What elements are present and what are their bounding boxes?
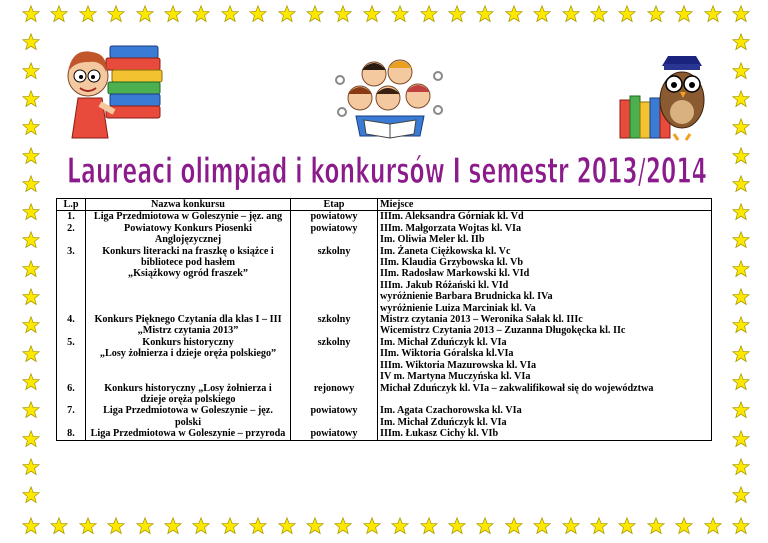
table-row xyxy=(57,223,712,246)
star-icon xyxy=(590,5,608,23)
star-icon xyxy=(732,288,750,306)
place-entry: IIIm. Małgorzata Wojtas kl. VIa xyxy=(380,222,522,234)
place-list xyxy=(378,428,712,440)
star-icon xyxy=(732,147,750,165)
star-icon xyxy=(192,517,210,535)
star-icon xyxy=(306,517,324,535)
row-number: 5. xyxy=(57,337,86,383)
star-icon xyxy=(22,175,40,193)
competition-name-line: Liga Przedmiotowa w Goleszynie – jęz. xyxy=(103,405,273,417)
place-list xyxy=(378,211,712,223)
header-competition: Nazwa konkursu xyxy=(86,199,291,211)
competition-name-line: dzieje oręża polskiego xyxy=(140,393,236,405)
star-icon xyxy=(732,118,750,136)
competition-name-line: „Mistrz czytania 2013” xyxy=(137,325,239,337)
star-icon xyxy=(22,118,40,136)
place-entry: IIIm. Jakub Różański kl. VId xyxy=(380,279,509,291)
competition-name-line: Powiatowy Konkurs Piosenki xyxy=(124,222,252,234)
star-icon xyxy=(22,345,40,363)
stage-value: powiatowy xyxy=(291,211,378,223)
star-icon xyxy=(22,517,40,535)
place-entry: IIm. Radosław Markowski kl. VId xyxy=(380,268,530,280)
place-entry: wyróżnienie Barbara Brudnicka kl. IVa xyxy=(380,291,553,303)
competition-name xyxy=(86,314,291,337)
girl-with-books-illustration xyxy=(62,42,172,142)
star-icon xyxy=(732,62,750,80)
star-icon xyxy=(732,373,750,391)
competition-name xyxy=(86,383,291,406)
star-icon xyxy=(278,517,296,535)
star-icon xyxy=(22,90,40,108)
row-number: 8. xyxy=(57,428,86,440)
place-entry: Mistrz czytania 2013 – Weronika Sałak kl. IIIc xyxy=(380,314,583,326)
star-icon xyxy=(533,5,551,23)
star-icon xyxy=(732,175,750,193)
star-icon xyxy=(420,5,438,23)
competition-name-line: Konkurs historyczny xyxy=(142,336,234,348)
row-number: 6. xyxy=(57,383,86,406)
star-icon xyxy=(22,260,40,278)
competition-name-line: bibliotece pod hasłem xyxy=(141,257,235,269)
competition-name-line: Anglojęzycznej xyxy=(154,234,222,246)
competition-name-line: polski xyxy=(174,416,202,428)
star-icon xyxy=(221,517,239,535)
stage-value: szkolny xyxy=(291,314,378,337)
competition-name xyxy=(86,223,291,246)
competition-name-line: „Książkowy ogród fraszek” xyxy=(128,268,248,280)
star-icon xyxy=(22,486,40,504)
star-icon xyxy=(732,33,750,51)
place-entry: Im. Agata Czachorowska kl. VIa xyxy=(380,405,522,417)
owl-teacher-illustration xyxy=(616,50,712,142)
table-row xyxy=(57,405,712,428)
star-icon xyxy=(505,517,523,535)
stage-value: rejonowy xyxy=(291,383,378,406)
star-icon xyxy=(249,5,267,23)
place-list xyxy=(378,383,712,406)
star-icon xyxy=(164,5,182,23)
star-icon xyxy=(732,517,750,535)
star-icon xyxy=(391,5,409,23)
star-icon xyxy=(50,5,68,23)
star-icon xyxy=(79,517,97,535)
star-icon xyxy=(732,345,750,363)
star-icon xyxy=(50,517,68,535)
competition-name-line: Liga Przedmiotowa w Goleszynie – jęz. ang xyxy=(93,211,283,223)
star-icon xyxy=(732,486,750,504)
header-place: Miejsce xyxy=(378,199,712,211)
place-entry: Im. Żaneta Ciężkowska kl. Vc xyxy=(380,245,511,257)
page-title-text: Laureaci olimpiad i konkursów I semestr 2013/2014 xyxy=(67,151,707,192)
star-icon xyxy=(334,5,352,23)
star-icon xyxy=(420,517,438,535)
competition-name xyxy=(86,337,291,383)
header-stage: Etap xyxy=(291,199,378,211)
place-list xyxy=(378,337,712,383)
star-icon xyxy=(647,5,665,23)
star-icon xyxy=(732,231,750,249)
competition-name-line: „Losy żołnierza i dzieje oręża polskiego” xyxy=(99,348,277,360)
competition-name xyxy=(86,246,291,314)
place-list xyxy=(378,246,712,314)
star-icon xyxy=(22,458,40,476)
table-row xyxy=(57,383,712,406)
row-number: 4. xyxy=(57,314,86,337)
star-icon xyxy=(675,5,693,23)
star-icon xyxy=(278,5,296,23)
star-icon xyxy=(136,5,154,23)
table-row xyxy=(57,428,712,440)
star-icon xyxy=(732,203,750,221)
star-icon xyxy=(136,517,154,535)
place-entry: Im. Oliwia Meler kl. IIb xyxy=(380,234,485,246)
place-list xyxy=(378,223,712,246)
place-list xyxy=(378,405,712,428)
place-entry: wyróżnienie Luiza Marciniak kl. Va xyxy=(380,302,536,314)
star-icon xyxy=(476,5,494,23)
competition-name-line: Konkurs historyczny „Losy żołnierza i xyxy=(104,382,272,394)
competition-name xyxy=(86,211,291,223)
star-icon xyxy=(22,33,40,51)
star-icon xyxy=(107,517,125,535)
competition-name-line: Konkurs literacki na fraszkę o książce i xyxy=(102,245,274,257)
star-icon xyxy=(732,401,750,419)
children-reading-illustration xyxy=(334,54,446,140)
star-icon xyxy=(732,458,750,476)
row-number: 2. xyxy=(57,223,86,246)
place-entry: IIIm. Łukasz Cichy kl. VIb xyxy=(380,428,499,440)
competition-name xyxy=(86,405,291,428)
star-icon xyxy=(22,231,40,249)
stage-value: powiatowy xyxy=(291,405,378,428)
star-icon xyxy=(79,5,97,23)
table-row xyxy=(57,246,712,314)
star-icon xyxy=(306,5,324,23)
competition-name xyxy=(86,428,291,440)
star-icon xyxy=(22,316,40,334)
star-icon xyxy=(562,5,580,23)
table-row xyxy=(57,314,712,337)
table-header-row xyxy=(57,199,712,211)
star-icon xyxy=(22,401,40,419)
star-icon xyxy=(192,5,210,23)
star-icon xyxy=(448,5,466,23)
star-icon xyxy=(732,430,750,448)
star-icon xyxy=(533,517,551,535)
place-entry: IV m. Martyna Muczyńska kl. VIa xyxy=(380,371,531,383)
place-entry: Im. Michał Zduńczyk kl. VIa xyxy=(380,336,507,348)
page-title xyxy=(62,143,712,195)
star-icon xyxy=(363,517,381,535)
star-icon xyxy=(562,517,580,535)
star-icon xyxy=(249,517,267,535)
place-entry: IIm. Wiktoria Góralska kl.VIa xyxy=(380,348,514,360)
star-icon xyxy=(590,517,608,535)
place-entry: Michał Zduńczyk kl. VIa – zakwalifikował się do województwa xyxy=(380,382,654,394)
star-icon xyxy=(732,260,750,278)
star-icon xyxy=(618,5,636,23)
place-entry: IIIm. Aleksandra Górniak kl. Vd xyxy=(380,211,524,223)
star-icon xyxy=(647,517,665,535)
star-icon xyxy=(476,517,494,535)
star-icon xyxy=(448,517,466,535)
star-icon xyxy=(22,147,40,165)
star-icon xyxy=(164,517,182,535)
competition-name-line: Liga Przedmiotowa w Goleszynie – przyroda xyxy=(90,428,286,440)
laureates-table xyxy=(56,198,712,441)
row-number: 7. xyxy=(57,405,86,428)
competition-name-line: Konkurs Pięknego Czytania dla klas I – III xyxy=(94,314,282,326)
place-entry: Im. Michał Zduńczyk kl. VIa xyxy=(380,416,507,428)
star-icon xyxy=(363,5,381,23)
place-list xyxy=(378,314,712,337)
star-icon xyxy=(391,517,409,535)
row-number: 3. xyxy=(57,246,86,314)
star-icon xyxy=(732,5,750,23)
star-icon xyxy=(22,203,40,221)
star-icon xyxy=(22,430,40,448)
star-icon xyxy=(732,90,750,108)
star-icon xyxy=(22,62,40,80)
table-row xyxy=(57,211,712,223)
star-icon xyxy=(732,316,750,334)
star-icon xyxy=(107,5,125,23)
star-icon xyxy=(334,517,352,535)
star-icon xyxy=(22,373,40,391)
star-icon xyxy=(22,288,40,306)
header-lp: L.p xyxy=(57,199,86,211)
star-icon xyxy=(221,5,239,23)
table-row xyxy=(57,337,712,383)
stage-value: powiatowy xyxy=(291,428,378,440)
stage-value: powiatowy xyxy=(291,223,378,246)
star-icon xyxy=(704,517,722,535)
star-icon xyxy=(618,517,636,535)
stage-value: szkolny xyxy=(291,337,378,383)
place-entry: IIIm. Wiktoria Mazurowska kl. VIa xyxy=(380,359,537,371)
stage-value: szkolny xyxy=(291,246,378,314)
star-icon xyxy=(22,5,40,23)
star-icon xyxy=(704,5,722,23)
place-entry: Wicemistrz Czytania 2013 – Zuzanna Długokęcka kl. IIc xyxy=(380,325,626,337)
row-number: 1. xyxy=(57,211,86,223)
place-entry: IIm. Klaudia Grzybowska kl. Vb xyxy=(380,257,524,269)
star-icon xyxy=(675,517,693,535)
star-icon xyxy=(505,5,523,23)
